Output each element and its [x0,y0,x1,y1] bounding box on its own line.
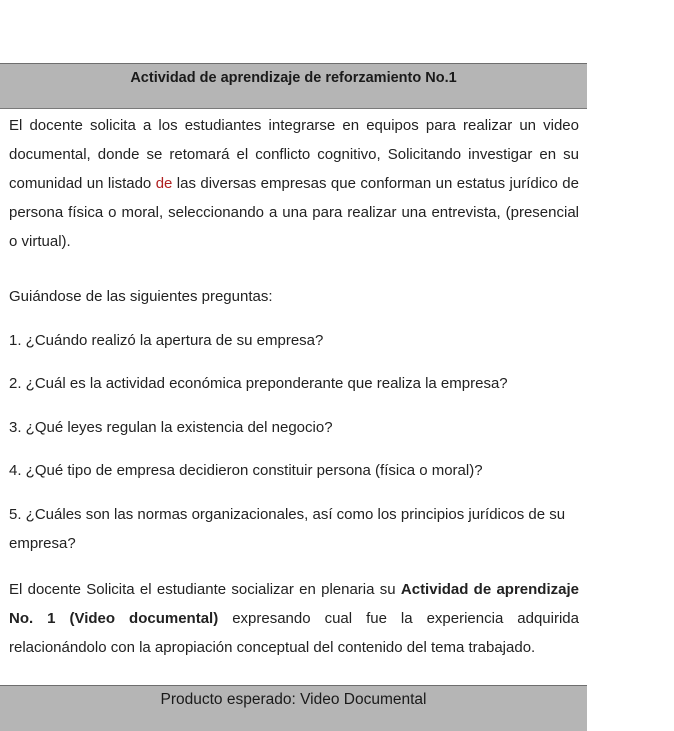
closing-text-part2: expresando cual fue la experiencia adquirida relacionándolo con la apropiación conceptual del contenido del tema trabajado. [9,610,579,656]
question-2: 2. ¿Cuál es la actividad económica preponderante que realiza la empresa? [9,375,508,392]
closing-paragraph [9,575,579,662]
question-3: 3. ¿Qué leyes regulan la existencia del negocio? [9,419,333,436]
expected-product-title: Producto esperado: Video Documental [160,691,427,708]
question-5: 5. ¿Cuáles son las normas organizacionales, así como los principios jurídicos de su empresa? [9,506,566,552]
closing-text-part1: El docente Solicita el estudiante socializar en plenaria su [9,581,401,598]
closing-bold-activity: Actividad de aprendizaje No. 1 (Video documental) [9,581,579,627]
intro-text-part2: las diversas empresas que conforman un estatus jurídico de persona física o moral, seleccionando a una para realizar una entrevista, (presencial o virtual). [9,175,579,250]
question-1: 1. ¿Cuándo realizó la apertura de su empresa? [9,332,324,349]
intro-paragraph [9,111,579,256]
question-4: 4. ¿Qué tipo de empresa decidieron constituir persona (física o moral)? [9,462,483,479]
intro-text-part1: El docente solicita a los estudiantes integrarse en equipos para realizar un video documental, donde se retomará el conflicto cognitivo, Solicitando investigar en su comunidad un listado [9,117,579,192]
intro-highlight-word: de [155,175,173,192]
activity-title: Actividad de aprendizaje de reforzamiento No.1 [130,70,457,86]
header-bar [0,63,587,109]
guide-label: Guiándose de las siguientes preguntas: [9,288,273,305]
footer-bar [0,685,587,731]
